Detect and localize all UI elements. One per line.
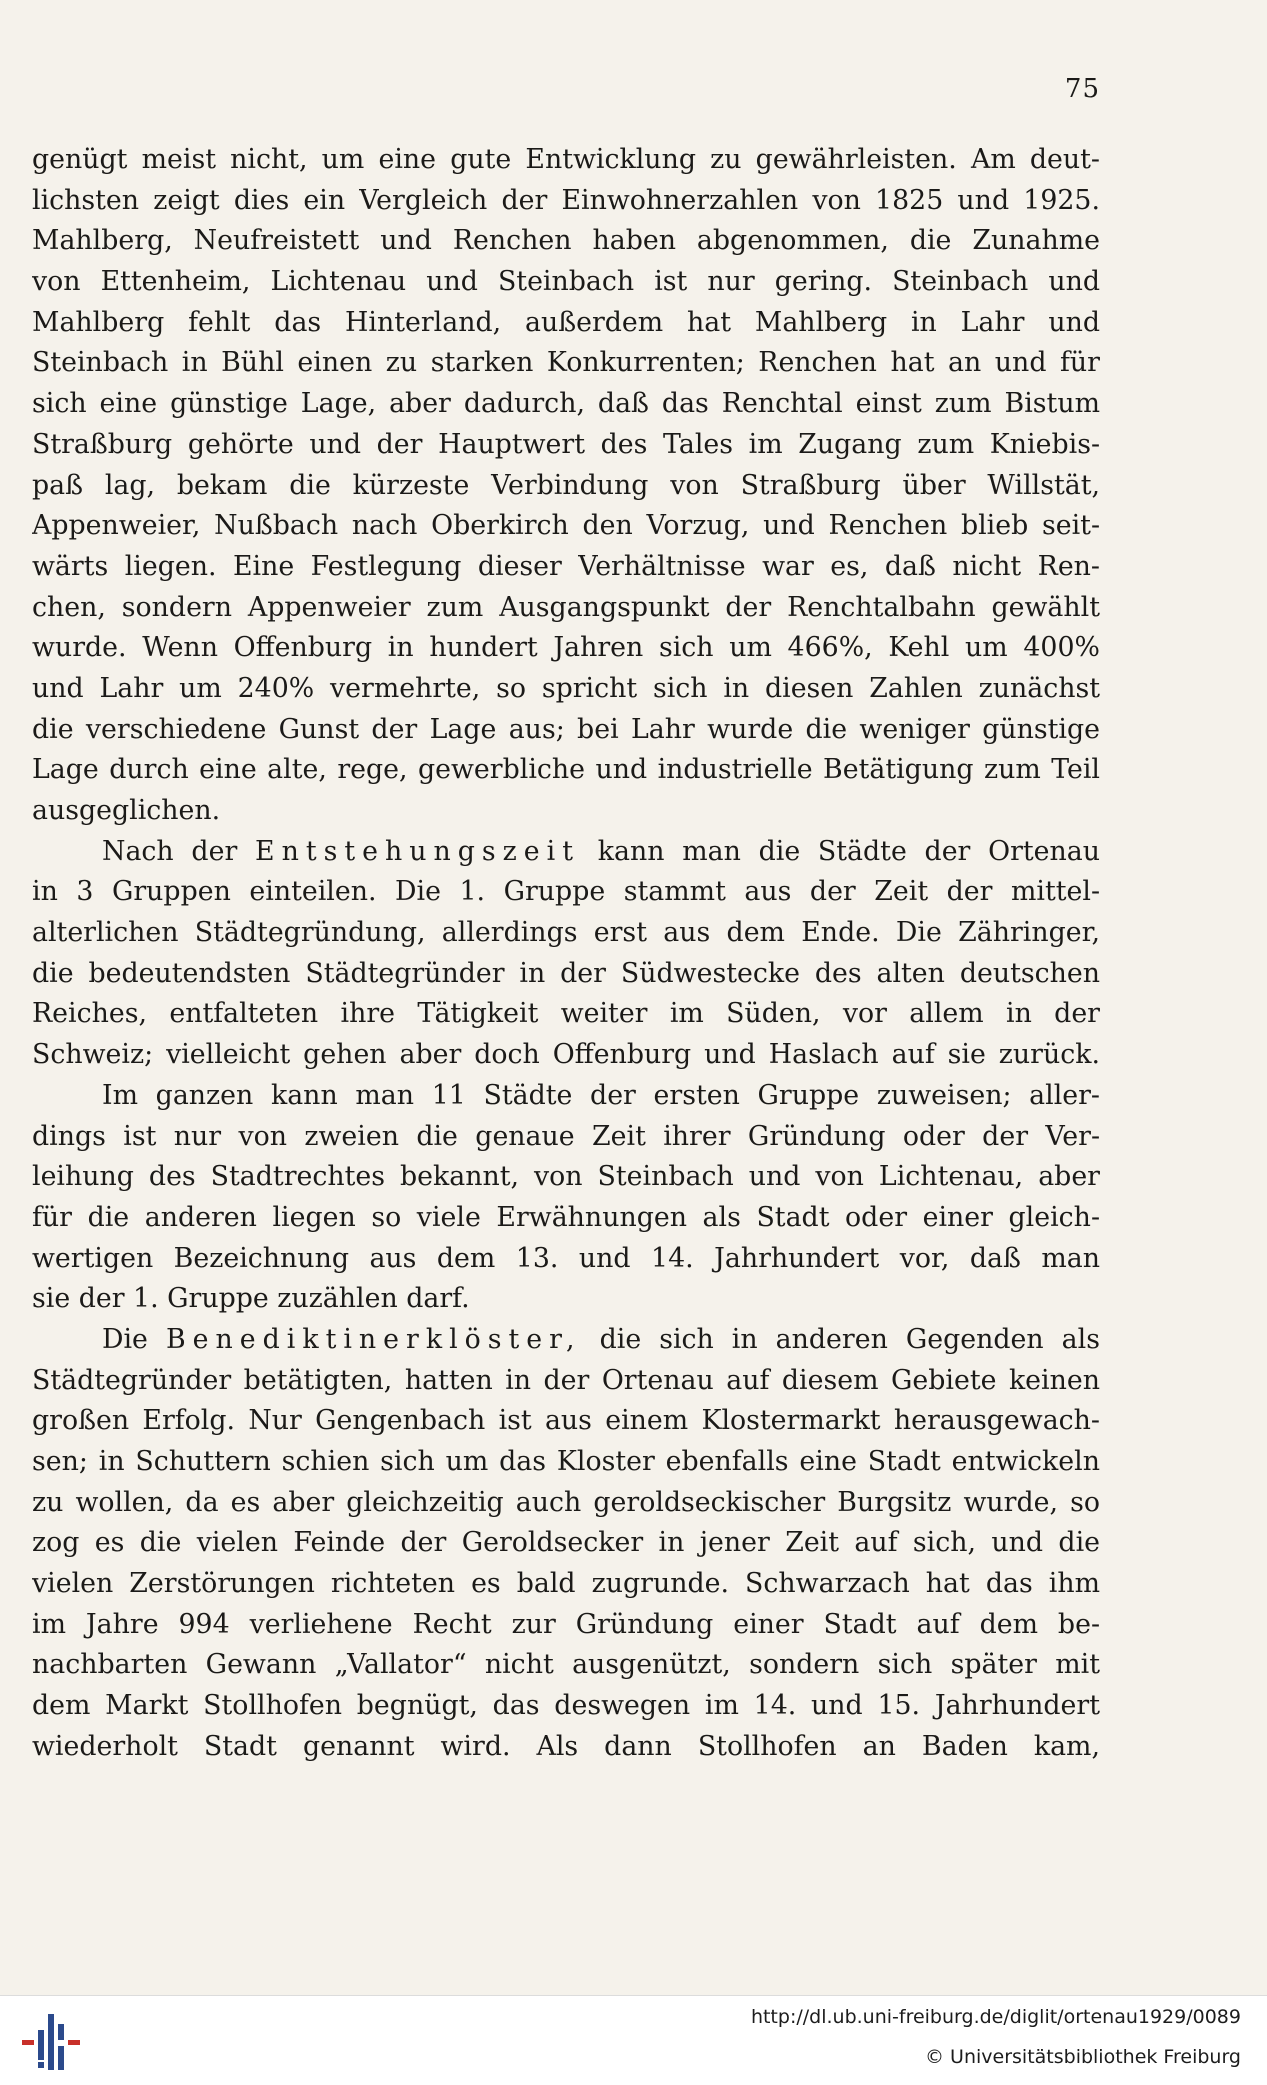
text-line: Straßburg gehörte und der Hauptwert des Tales im Zugang zum Kniebis-	[32, 428, 1100, 460]
paragraph-first-line	[32, 1320, 1100, 1361]
text-line: wertigen Bezeichnung aus dem 13. und 14. Jahrhundert vor, daß man	[32, 1242, 1100, 1274]
text-line: die verschiedene Gunst der Lage aus; bei Lahr wurde die weniger günstige	[32, 713, 1100, 745]
copyright-notice: © Universitätsbibliothek Freiburg	[925, 2046, 1241, 2068]
text-line: Schweiz; vielleicht gehen aber doch Offenburg und Haslach auf sie zurück.	[32, 1039, 1100, 1071]
text-line: von Ettenheim, Lichtenau und Steinbach ist nur gering. Steinbach und	[32, 266, 1100, 298]
text-line: für die anderen liegen so viele Erwähnungen als Stadt oder einer gleich-	[32, 1201, 1100, 1233]
spaced-emphasis: Benediktinerklöster,	[165, 1323, 582, 1355]
text-line: Lage durch eine alte, rege, gewerbliche und industrielle Betätigung zum Teil	[32, 754, 1100, 786]
text-line: zu wollen, da es aber gleichzeitig auch geroldseckischer Burgsitz wurde, so	[32, 1486, 1100, 1518]
text-line: sich eine günstige Lage, aber dadurch, daß das Renchtal einst zum Bistum	[32, 388, 1100, 420]
text-line: genügt meist nicht, um eine gute Entwicklung zu gewährleisten. Am deut-	[32, 144, 1100, 175]
viewer-footer	[0, 1995, 1267, 2085]
text-run: Nach der	[102, 835, 238, 867]
spaced-emphasis: Entstehungszeit	[255, 835, 580, 867]
text-run: die sich in anderen Gegenden als	[599, 1323, 1100, 1355]
text-run: kann man die Städte der Ortenau	[597, 835, 1100, 867]
text-run: Die	[102, 1323, 148, 1355]
text-line: im Jahre 994 verliehene Recht zur Gründung einer Stadt auf dem be-	[32, 1608, 1100, 1640]
text-line: wurde. Wenn Offenburg in hundert Jahren sich um 466%, Kehl um 400%	[32, 632, 1100, 664]
text-line: dings ist nur von zweien die genaue Zeit ihrer Gründung oder der Ver-	[32, 1120, 1100, 1152]
text-line: Mahlberg, Neufreistett und Renchen haben abgenommen, die Zunahme	[32, 225, 1100, 257]
text-line: ausgeglichen.	[32, 795, 221, 826]
text-line: wiederholt Stadt genannt wird. Als dann Stollhofen an Baden kam,	[32, 1730, 1100, 1762]
permalink-url[interactable]: http://dl.ub.uni-freiburg.de/diglit/ortenau1929/0089	[750, 2006, 1241, 2028]
paragraph-first-line	[32, 832, 1100, 873]
text-line: Mahlberg fehlt das Hinterland, außerdem hat Mahlberg in Lahr und	[32, 306, 1100, 338]
text-line: und Lahr um 240% vermehrte, so spricht sich in diesen Zahlen zunächst	[32, 672, 1100, 704]
body-text	[32, 140, 1100, 1768]
text-line: paß lag, bekam die kürzeste Verbindung von Straßburg über Willstät,	[32, 469, 1100, 501]
text-line: großen Erfolg. Nur Gengenbach ist aus einem Klostermarkt herausgewach-	[32, 1405, 1100, 1437]
text-line: chen, sondern Appenweier zum Ausgangspunkt der Renchtalbahn gewählt	[32, 591, 1100, 623]
text-line: vielen Zerstörungen richteten es bald zugrunde. Schwarzach hat das ihm	[32, 1568, 1100, 1600]
text-line: wärts liegen. Eine Festlegung dieser Verhältnisse war es, daß nicht Ren-	[32, 550, 1100, 582]
text-line: sen; in Schuttern schien sich um das Kloster ebenfalls eine Stadt entwickeln	[32, 1446, 1100, 1477]
text-line: dem Markt Stollhofen begnügt, das deswegen im 14. und 15. Jahrhundert	[32, 1690, 1100, 1722]
page-number: 75	[1064, 74, 1100, 104]
text-line: Reiches, entfalteten ihre Tätigkeit weiter im Süden, vor allem in der	[32, 998, 1100, 1030]
text-line: leihung des Stadtrechtes bekannt, von Steinbach und von Lichtenau, aber	[32, 1161, 1100, 1193]
text-line: lichsten zeigt dies ein Vergleich der Einwohnerzahlen von 1825 und 1925.	[32, 184, 1100, 216]
text-line: Appenweier, Nußbach nach Oberkirch den Vorzug, und Renchen blieb seit-	[32, 510, 1100, 542]
text-line: alterlichen Städtegründung, allerdings erst aus dem Ende. Die Zähringer,	[32, 917, 1100, 949]
paragraph-first-line: Im ganzen kann man 11 Städte der ersten Gruppe zuweisen; aller-	[102, 1079, 1100, 1111]
text-line: nachbarten Gewann „Vallator“ nicht ausgenützt, sondern sich später mit	[32, 1649, 1100, 1681]
text-line: zog es die vielen Feinde der Geroldsecker in jener Zeit auf sich, und die	[32, 1527, 1100, 1559]
text-line: sie der 1. Gruppe zuzählen darf.	[32, 1283, 470, 1315]
text-line: in 3 Gruppen einteilen. Die 1. Gruppe stammt aus der Zeit der mittel-	[32, 876, 1100, 908]
ub-freiburg-logo-icon[interactable]	[18, 2010, 82, 2074]
text-line: die bedeutendsten Städtegründer in der Südwestecke des alten deutschen	[32, 957, 1100, 989]
text-line: Steinbach in Bühl einen zu starken Konkurrenten; Renchen hat an und für	[32, 347, 1100, 379]
text-line: Städtegründer betätigten, hatten in der Ortenau auf diesem Gebiete keinen	[32, 1364, 1100, 1396]
